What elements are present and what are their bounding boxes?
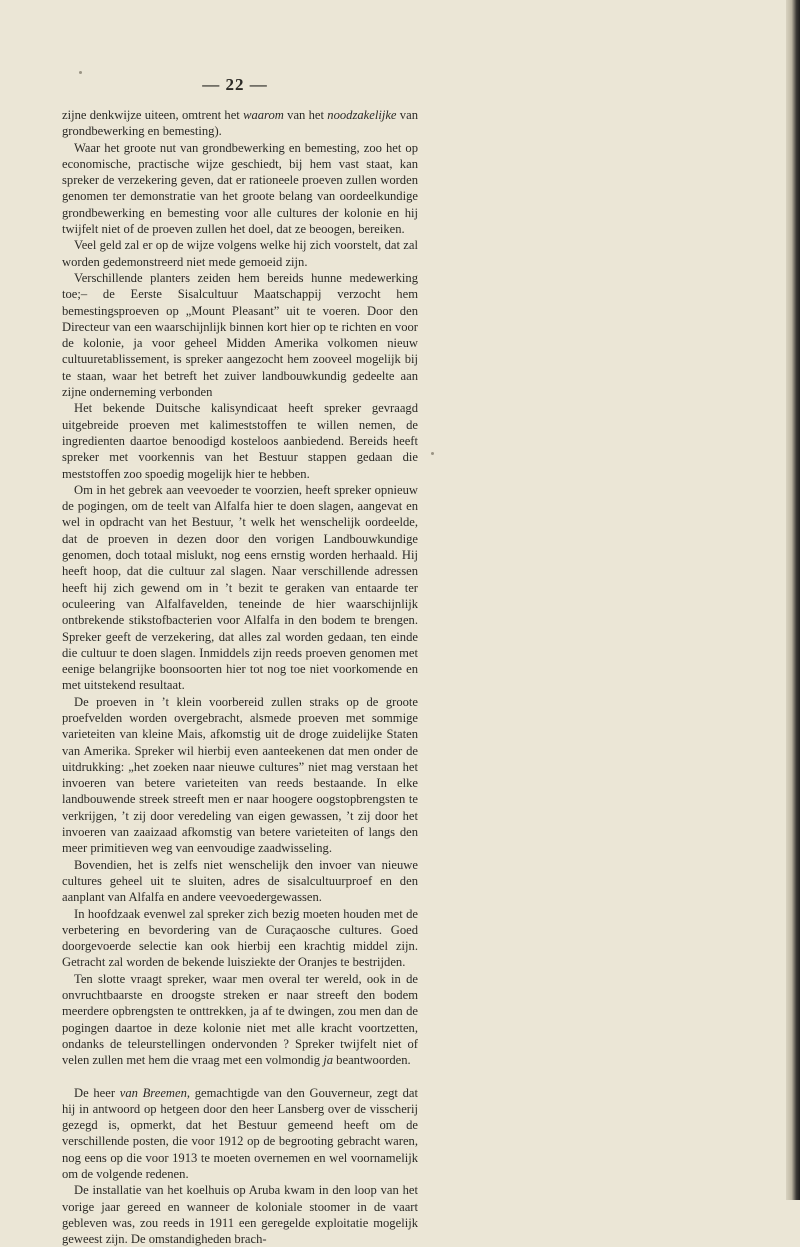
italic-term: waarom xyxy=(243,108,284,122)
paragraph: In hoofdzaak evenwel zal spreker zich bezig moeten houden met de verbetering en bevordering van de Curaçaosche cultures. Goed doorgevoerde selectie kan ook hierbij een krachtig middel zijn. Getracht zal worden de bekende luisziekte der Oranjes te bestrijden. xyxy=(62,906,418,970)
paragraph: Het bekende Duitsche kalisyndicaat heeft spreker gevraagd uitgebreide proeven met kalimeststoffen te willen nemen, de ingredienten daartoe benoodigd kosteloos aanbiedend. Bereids heeft spreker met voorkennis van het Bestuur stappen gedaan die meststoffen zoo spoedig mogelijk hier te hebben. xyxy=(62,401,418,481)
italic-term: van Breemen xyxy=(119,1085,187,1100)
paragraph: Bovendien, het is zelfs niet wenschelijk den invoer van nieuwe cultures geheel uit te sluiten, adres de sisalcultuurproef en den aanplant van Alfalfa en andere veevoedergewassen. xyxy=(62,857,418,905)
body-text-column xyxy=(62,107,418,1247)
italic-term: noodzakelijke xyxy=(327,108,397,122)
paragraph: Verschillende planters zeiden hem bereids hunne medewerking toe;– de Eerste Sisalcultuur Maatschappij verzocht hem bemestingsproeven op „Mount Pleasant” uit te voeren. Door den Directeur van een waarschijnlijk binnen kort hier op te richten en voor de kolonie, ja voor geheel Midden Amerika volkomen nieuw cultuuretablissement, is spreker aangezocht hem zooveel mogelijk bij te staan, waar het betreft het zuiver landbouwkundig gedeelte aan zijne onderneming verbonden xyxy=(62,270,418,400)
paragraph: Waar het groote nut van grondbewerking en bemesting, zoo het op economische, practische wijze geschiedt, bij hem vast staat, kan spreker de verzekering geven, dat er rationeele proeven zullen worden genomen ter demonstratie van het groote belang van oordeelkundige grondbewerking en bemesting voor alle cultures der kolonie en hij twijfelt niet of de proeven zullen het doel, dat ze beoogen, bereiken. xyxy=(62,140,418,237)
paper-speck xyxy=(431,452,434,455)
paragraph: De proeven in ’t klein voorbereid zullen straks op de groote proefvelden worden overgebracht, alsmede proeven met sommige varieteiten van kleine Mais, afkomstig uit de droge zuidelijke Staten van Amerika. Spreker wil hierbij even aanteekenen dat men onder de uitdrukking: „het zoeken naar nieuwe cultures” niet mag verstaan het invoeren van betere varieteiten van reeds bestaande. In elke landbouwende streek streeft men er naar hoogere oogstopbrengsten te verkrijgen, ’t zij door veredeling van eigen gewassen, ’t zij door het invoeren van zaaizaad afkomstig van betere varieteiten of langs den meer primitieven weg van eenvoudige zaadwisseling. xyxy=(62,694,418,856)
page-number: — 22 — xyxy=(202,75,268,94)
italic-term: ja xyxy=(323,1053,334,1068)
paragraph: Om in het gebrek aan veevoeder te voorzien, heeft spreker opnieuw de pogingen, om de teelt van Alfalfa hier te doen slagen, aangevat en wel in opdracht van het Bestuur, ’t welk het wenschelijk oordeelde, dat de proeven in dezen door den vorigen Landbouwkundige genomen, doch totaal mislukt, nog eens ernstig worden herhaald. Hij heeft hoop, dat die cultuur zal slagen. Naar verschillende adressen heeft hij zich gewend om in ’t bezit te geraken van entaarde ter oculeering van Alfalfavelden, teneinde de hier waarschijnlijk ontbrekende stikstofbacterien voor Alfalfa in den bodem te brengen. Spreker geeft de verzekering, dat alles zal worden gedaan, ten einde die cultuur te doen slagen. Inmiddels zijn reeds proeven genomen met eenige belangrijke boonsoorten hier tot nog toe niet voorkomende en met uitstekend resultaat. xyxy=(62,482,418,693)
paper-speck xyxy=(79,71,82,74)
paragraph: zijne denkwijze uiteen, omtrent het waarom van het noodzakelijke van grondbewerking en bemesting). xyxy=(62,108,418,139)
paragraph: Ten slotte vraagt spreker, waar men overal ter wereld, ook in de onvruchtbaarste en droogste streken er naar streeft den bodem meerdere opbrengsten te onttrekken, ja af te dwingen, zou men dan de pogingen daartoe in deze kolonie niet met alle kracht voortzetten, ondanks de teleurstellingen ondervonden ? Spreker twijfelt niet of velen zullen met hem die vraag met een volmondig ja beantwoorden. xyxy=(62,971,418,1068)
paragraph: De installatie van het koelhuis op Aruba kwam in den loop van het vorige jaar gereed en wanneer de koloniale stoomer in de vaart gebleven was, zou reeds in 1911 een geregelde exploitatie mogelijk geweest zijn. De omstandigheden brach- xyxy=(62,1183,418,1247)
page-edge-shadow xyxy=(786,0,800,1200)
paragraph: Veel geld zal er op de wijze volgens welke hij zich voorstelt, dat zal worden gedemonstreerd niet mede gemoeid zijn. xyxy=(62,238,418,269)
paragraph: De heer van Breemen, gemachtigde van den Gouverneur, zegt dat hij in antwoord op hetgeen door den heer Lansberg over de visscherij gezegd is, opmerkt, dat het Bestuur gemeend heeft om de verschillende posten, die voor 1912 op de begrooting gebracht waren, nog eens op die voor 1913 te moeten overnemen en wel voornamelijk om de volgende redenen. xyxy=(62,1085,418,1181)
